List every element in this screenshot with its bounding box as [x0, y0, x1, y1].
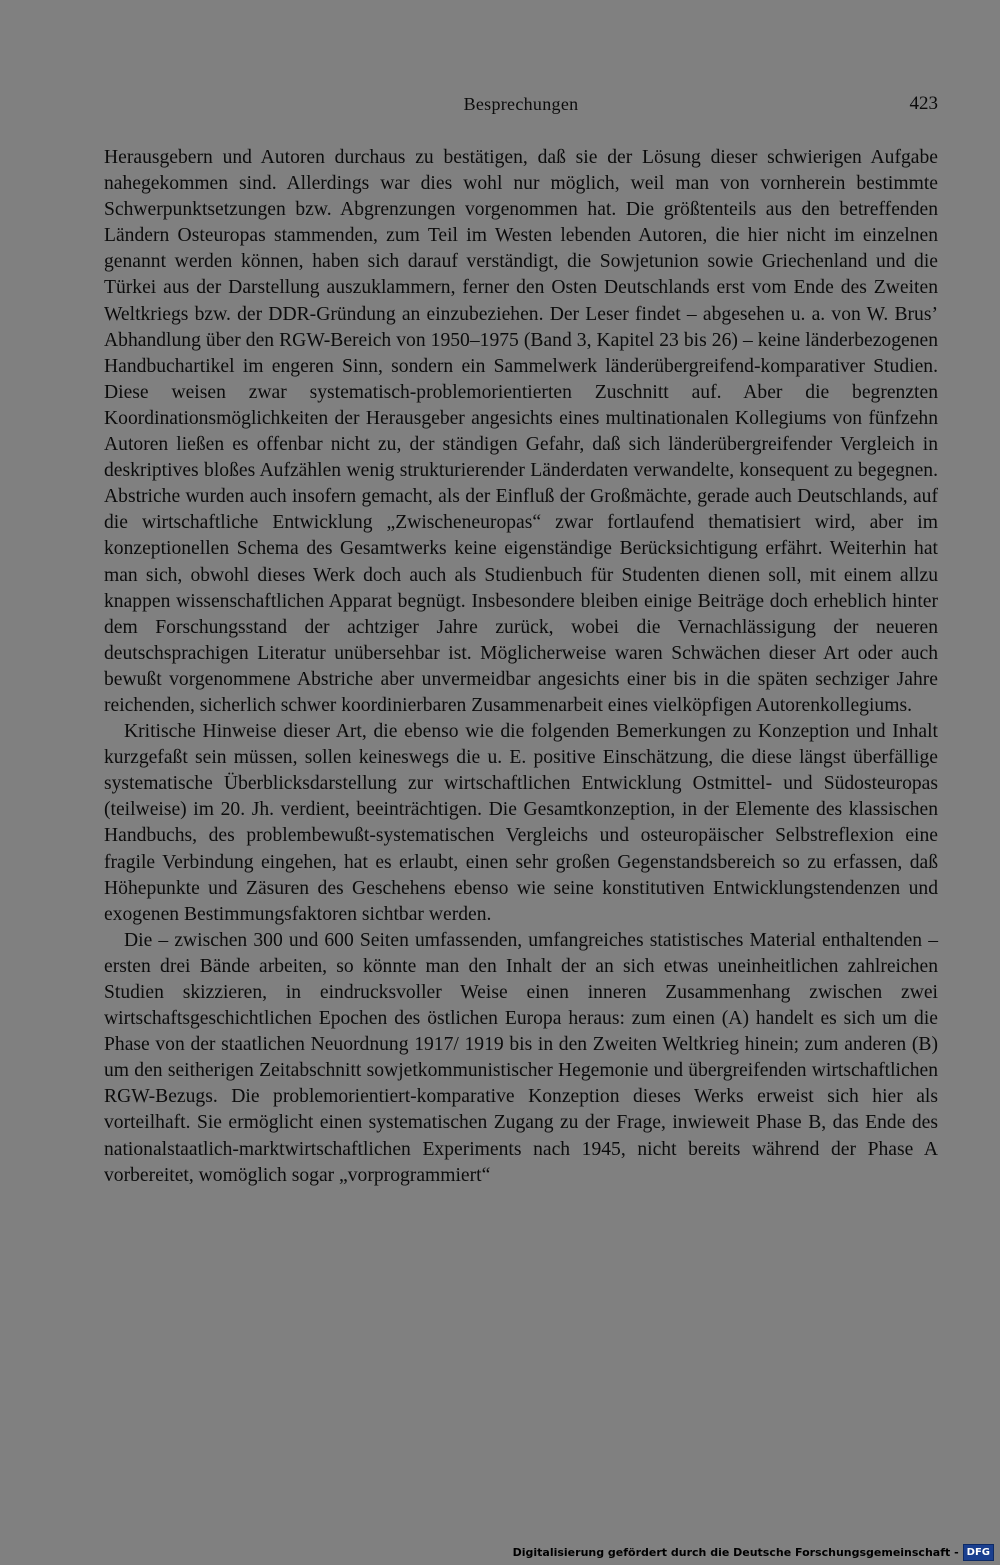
footer-text: Digitalisierung gefördert durch die Deutsche Forschungsgemeinschaft -: [512, 1545, 959, 1559]
section-title: Besprechungen: [463, 94, 579, 114]
paragraph-1: Herausgebern und Autoren durchaus zu bestätigen, daß sie der Lösung dieser schwierigen Aufgabe nahegekommen sind. Allerdings war dies wohl nur möglich, weil man von vornherein bestimmte Schwerpunktsetzungen bzw. Abgrenzungen vorgenommen hat. Die größtenteils aus den betreffenden Ländern Osteuropas stammenden, zum Teil im Westen lebenden Autoren, die hier nicht im einzelnen genannt werden können, haben sich darauf verständigt, die Sowjetunion sowie Griechenland und die Türkei aus der Darstellung auszuklammern, ferner den Osten Deutschlands erst vom Ende des Zweiten Weltkriegs bzw. der DDR-Gründung an einzubeziehen. Der Leser findet – abgesehen u. a. von W. Brus’ Abhandlung über den RGW-Bereich von 1950–1975 (Band 3, Kapitel 23 bis 26) – keine länderbezogenen Handbuchartikel im engeren Sinn, sondern ein Sammelwerk länderübergreifend-komparativer Studien. Diese weisen zwar systematisch-problemorientierten Zuschnitt auf. Aber die begrenzten Koordinationsmöglichkeiten der Herausgeber angesichts eines multinationalen Kollegiums von fünfzehn Autoren ließen es offenbar nicht zu, der ständigen Gefahr, daß sich länderübergreifender Vergleich in deskriptives bloßes Aufzählen wenig strukturierender Länderdaten verwandelte, konsequent zu begegnen. Abstriche wurden auch insofern gemacht, als der Einfluß der Großmächte, gerade auch Deutschlands, auf die wirtschaftliche Entwicklung „Zwischeneuropas“ zwar fortlaufend thematisiert wird, aber im konzeptionellen Schema des Gesamtwerks keine eigenständige Berücksichtigung erfährt. Weiterhin hat man sich, obwohl dieses Werk doch auch als Studienbuch für Studenten dienen soll, mit einem allzu knappen wissenschaftlichen Apparat begnügt. Insbesondere bleiben einige Beiträge doch erheblich hinter dem Forschungsstand der achtziger Jahre zurück, wobei die Vernachlässigung der neueren deutschsprachigen Literatur unübersehbar ist. Möglicherweise waren Schwächen dieser Art oder auch bewußt vorgenommene Abstriche aber unvermeidbar angesichts einer bis in die späten sechziger Jahre reichenden, sicherlich schwer koordinierbaren Zusammenarbeit eines vielköpfigen Autorenkollegiums.: [104, 147, 938, 716]
paragraph-3: Die – zwischen 300 und 600 Seiten umfassenden, umfangreiches statistisches Material enthaltenden – ersten drei Bände arbeiten, so könnte man den Inhalt der an sich etwas uneinheitlichen zahlreichen Studien skizzieren, in eindrucksvoller Weise einen inneren Zusammenhang zwischen zwei wirtschaftsgeschichtlichen Epochen des östlichen Europa heraus: zum einen (A) handelt es sich um die Phase von der staatlichen Neuordnung 1917/ 1919 bis in den Zweiten Weltkrieg hinein; zum anderen (B) um den seitherigen Zeitabschnitt sowjetkommunistischer Hegemonie und übergreifenden wirtschaftlichen RGW-Bezugs. Die problemorientiert-komparative Konzeption dieses Werks erweist sich hier als vorteilhaft. Sie ermöglicht einen systematischen Zugang zu der Frage, inwieweit Phase B, das Ende des nationalstaatlich-marktwirtschaftlichen Experiments nach 1945, nicht bereits während der Phase A vorbereitet, womöglich sogar „vorprogrammiert“: [104, 929, 938, 1186]
paragraph-2: Kritische Hinweise dieser Art, die ebenso wie die folgenden Bemerkungen zu Konzeption und Inhalt kurzgefaßt sein müssen, sollen keineswegs die u. E. positive Einschätzung, die diese längst überfällige systematische Überblicksdarstellung zur wirtschaftlichen Entwicklung Ostmittel- und Südosteuropas (teilweise) im 20. Jh. verdient, beeinträchtigen. Die Gesamtkonzeption, in der Elemente des klassischen Handbuchs, des problembewußt-systematischen Vergleichs und osteuropäischer Selbstreflexion eine fragile Verbindung eingehen, hat es erlaubt, einen sehr großen Gegenstandsbereich so zu erfassen, daß Höhepunkte und Zäsuren des Geschehens ebenso wie seine konstitutiven Entwicklungstendenzen und exogenen Bestimmungsfaktoren sichtbar werden.: [104, 721, 938, 925]
body-text: [104, 145, 938, 1189]
digitization-footer: [513, 1543, 994, 1561]
dfg-logo: DFG: [963, 1544, 994, 1561]
page-number: 423: [909, 93, 938, 114]
running-head: [104, 92, 938, 116]
